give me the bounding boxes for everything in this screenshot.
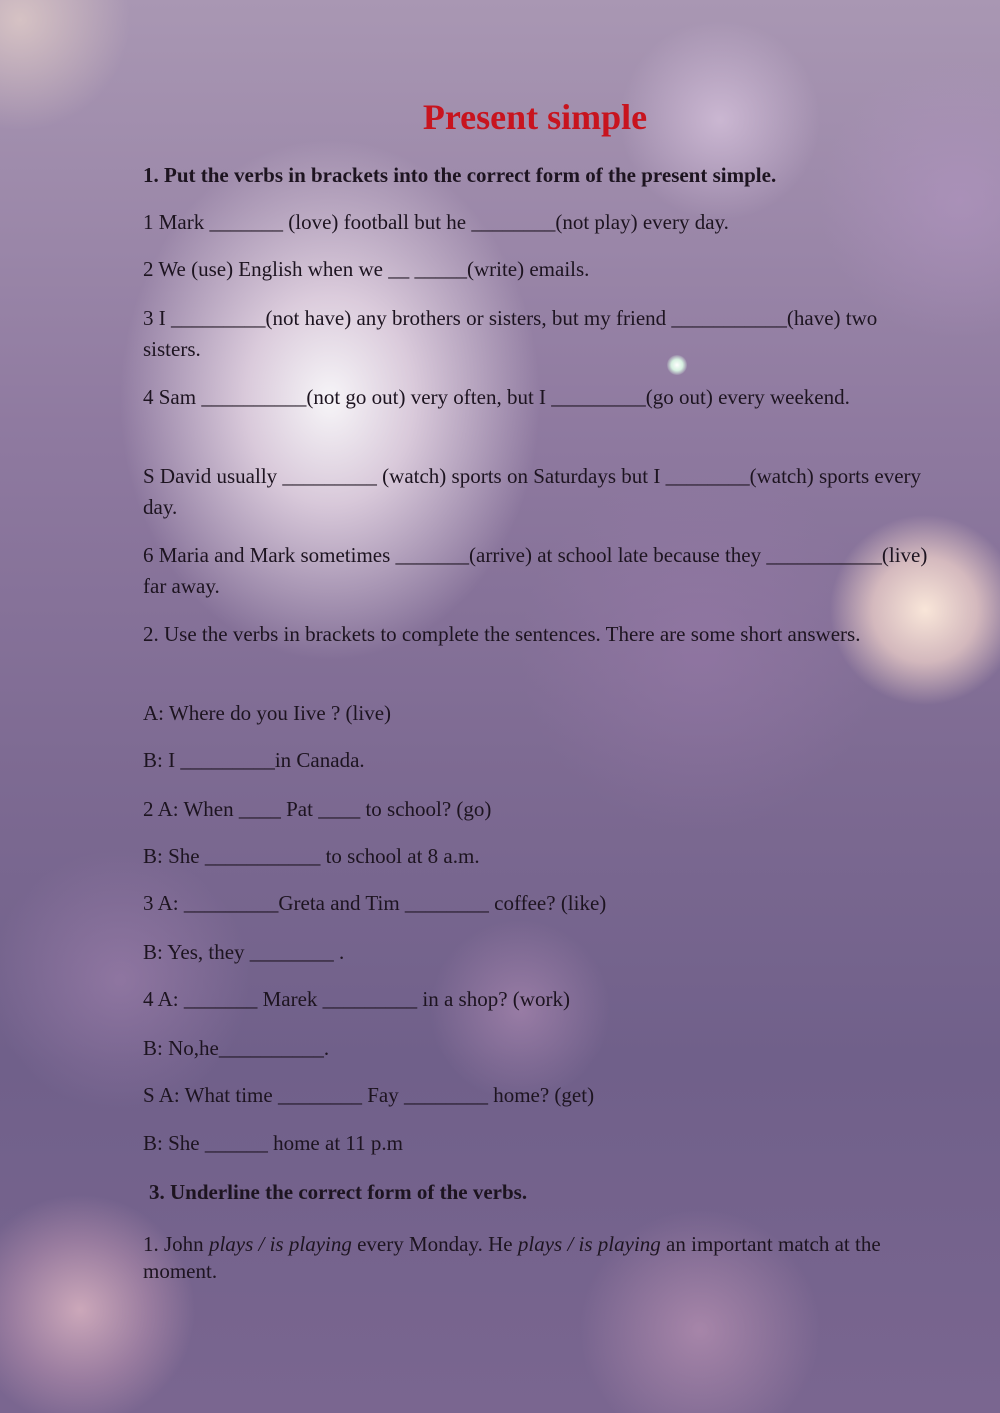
item-text: every Monday. He [351, 1232, 518, 1256]
exercise-2-line-8: B: No,he__________. [143, 1036, 330, 1060]
exercise-3-item-1 [143, 1231, 933, 1285]
exercise-2-line-9: S A: What time ________ Fay ________ home? (get) [143, 1083, 595, 1107]
exercise-1-item-6: 6 Maria and Mark sometimes _______(arrive) at school late because they ___________(live) far away. [143, 543, 928, 598]
exercise-2-line-2: B: I _________in Canada. [143, 748, 365, 772]
section-3-heading: 3. Underline the correct form of the verbs. [149, 1180, 528, 1204]
exercise-2-line-5: 3 A: _________Greta and Tim ________ coffee? (like) [143, 891, 607, 915]
exercise-2-line-1: A: Where do you Iive ? (live) [143, 701, 392, 725]
exercise-1-item-1: 1 Mark _______ (love) football but he ________(not play) every day. [143, 210, 729, 234]
exercise-1-item-3: 3 I _________(not have) any brothers or sisters, but my friend ___________(have) two sisters. [143, 306, 878, 361]
verb-options: plays / is playing [517, 1232, 661, 1256]
section-2-heading: 2. Use the verbs in brackets to complete the sentences. There are some short answers. [143, 622, 861, 646]
exercise-2-line-7: 4 A: _______ Marek _________ in a shop? (work) [143, 987, 570, 1011]
exercise-2-line-3: 2 A: When ____ Pat ____ to school? (go) [143, 797, 492, 821]
verb-options: plays / is playing [208, 1232, 352, 1256]
item-text: an important match at the moment. [143, 1232, 881, 1283]
exercise-2-line-6: B: Yes, they ________ . [143, 940, 345, 964]
section-1-heading: 1. Put the verbs in brackets into the correct form of the present simple. [143, 163, 777, 187]
exercise-2-line-4: B: She ___________ to school at 8 a.m. [143, 844, 480, 868]
page-title: Present simple [422, 97, 648, 137]
exercise-2-line-10: B: She ______ home at 11 p.m [143, 1131, 403, 1155]
exercise-1-item-4: 4 Sam __________(not go out) very often, but I _________(go out) every weekend. [143, 385, 850, 409]
item-text: 1. John [143, 1232, 209, 1256]
exercise-1-item-5: S David usually _________ (watch) sports on Saturdays but I ________(watch) sports every day. [143, 464, 922, 519]
exercise-1-item-2: 2 We (use) English when we __ _____(write) emails. [143, 257, 590, 281]
